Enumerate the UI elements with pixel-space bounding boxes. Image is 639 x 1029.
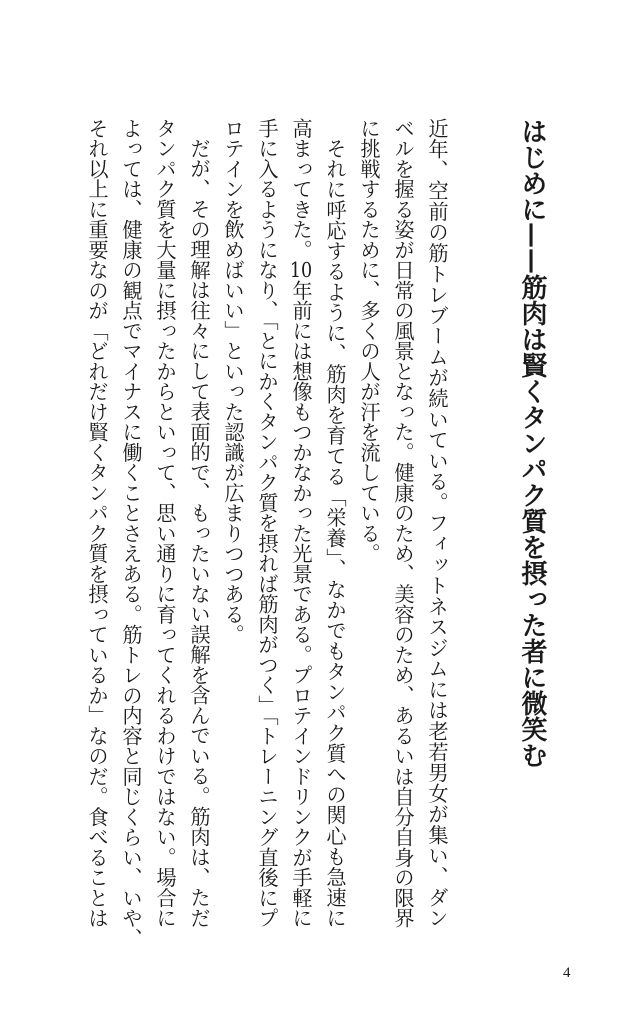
tate-chu-yoko-number: 10 — [289, 259, 313, 280]
text-column: に挑戦するために、多くの人が汗を流している。 — [357, 118, 381, 564]
text-column: だが、その理解は往々にして表面的で、もったいない誤解を含んでいる。筋肉は、ただ — [187, 138, 211, 928]
text-column: 近年、空前の筋トレブームが続いている。フィットネスジムには老若男女が集い、ダン — [425, 118, 449, 929]
text-column: ベルを握る姿が日常の風景となった。健康のため、美容のため、あるいは自分自身の限界 — [391, 118, 415, 928]
text-column: ロテインを飲めばいい」といった認識が広まりつつある。 — [221, 118, 245, 645]
paragraph — [352, 118, 454, 928]
chapter-title: はじめに——筋肉は賢くタンパク質を摂った者に微笑む — [517, 118, 547, 768]
body-text — [80, 118, 454, 949]
paragraph — [80, 118, 216, 949]
text-column: 高まってきた。10年前には想像もつかなかった光景である。プロテインドリンクが手軽に — [289, 118, 313, 928]
page-number: 4 — [563, 965, 571, 981]
paragraph — [216, 118, 352, 928]
text-column: 手に入るようになり、「とにかくタンパク質を摂れば筋肉がつく」「トレーニング直後にプ — [255, 118, 279, 928]
text-column: それに呼応するように、筋肉を育てる「栄養」、なかでもタンパク質への関心も急速に — [323, 138, 347, 928]
text-column: よっては、健康の観点でマイナスに働くことさえある。筋トレの内容と同じくらい、いや、 — [119, 118, 143, 949]
text-column: タンパク質を大量に摂ったからといって、思い通りに育ってくれるわけではない。場合に — [153, 118, 177, 928]
text-column: それ以上に重要なのが「どれだけ賢くタンパク質を摂っているか」なのだ。食べることは — [85, 118, 109, 928]
